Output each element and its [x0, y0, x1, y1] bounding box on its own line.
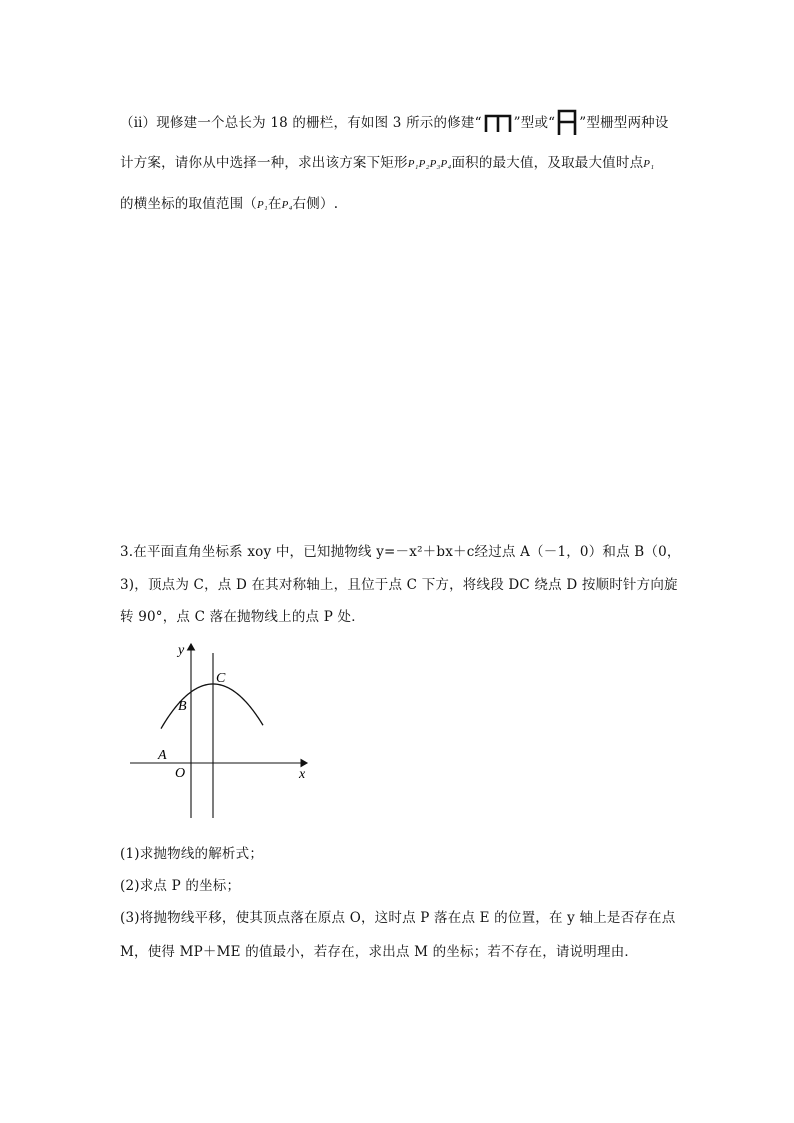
part2-line3-text-a: 的横坐标的取值范围（	[120, 196, 257, 212]
part2-line2-text-b: 面积的最大值，及取最大值时点	[451, 155, 644, 171]
problem3-line-3: 转 90°，点 C 落在抛物线上的点 P 处．	[120, 609, 365, 625]
part2-line1-text-b: ”型或“	[513, 115, 556, 131]
x-axis-label: x	[299, 767, 306, 782]
point-p1-a: P₁	[643, 158, 655, 170]
rect-name: P₁P₂P₃P₄	[407, 158, 452, 170]
parabola-curve	[161, 684, 263, 729]
problem3-line-1: 3.在平面直角坐标系 xoy 中，已知抛物线 y=－x²＋bx＋c经过点 A（－1，0）和点 B（0，	[120, 544, 681, 560]
point-label-b: B	[178, 699, 187, 714]
fence-h-shape-icon	[556, 108, 578, 140]
part2-line1-text-c: ”型栅型两种设	[579, 115, 669, 131]
question-3-line-2: M，使得 MP＋ME 的值最小，若存在，求出点 M 的坐标；若不存在，请说明理由．	[120, 944, 639, 960]
point-p1-b: P₁	[257, 199, 268, 211]
part2-line2-text-a: 计方案，请你从中选择一种，求出该方案下矩形	[120, 155, 408, 171]
part2-line1-text-a: （ⅱ）现修建一个总长为 18 的栅栏，有如图 3 所示的修建“	[120, 115, 482, 131]
origin-label: O	[175, 766, 186, 781]
fence-m-shape-icon	[483, 113, 513, 137]
part2-line3-text-c: 右侧）.	[292, 196, 339, 212]
problem3-line-2: 3)，顶点为 C，点 D 在其对称轴上，且位于点 C 下方，将线段 DC 绕点 D 按顺时针方向旋	[120, 577, 678, 593]
vertex-label-c: C	[216, 671, 226, 686]
question-3-line-1: (3)将抛物线平移，使其顶点落在原点 O，这时点 P 落在点 E 的位置，在 y 轴上是否存在点	[120, 910, 676, 926]
y-axis-label: y	[178, 643, 185, 658]
point-p4: P₄	[281, 199, 293, 211]
part2-line-1	[120, 108, 669, 140]
question-1: (1)求抛物线的解析式；	[120, 846, 264, 862]
part2-line3-text-b: 在	[267, 196, 282, 212]
part2-line-2	[120, 151, 654, 171]
parabola-graph	[125, 638, 325, 823]
point-label-a: A	[158, 748, 167, 763]
part2-line-3	[120, 192, 338, 212]
question-2: (2)求点 P 的坐标；	[120, 878, 241, 894]
